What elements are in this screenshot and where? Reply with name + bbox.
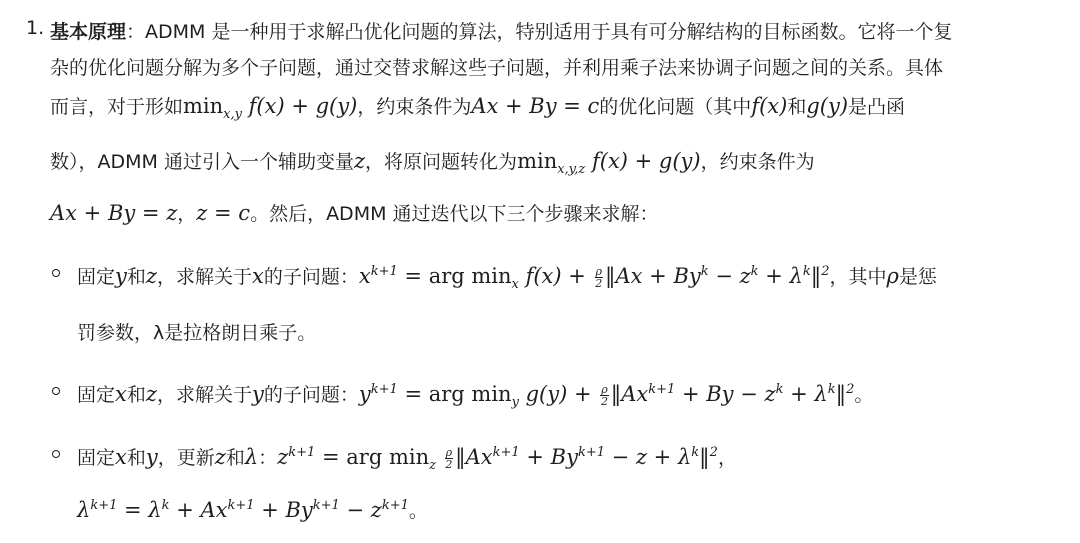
var-z: z (145, 264, 157, 288)
item-text: 固定 (77, 384, 116, 406)
item-text: 罚参数，λ是拉格朗日乘子。 (77, 322, 317, 344)
item-text: 和 (126, 447, 146, 469)
paragraph-text: ， (177, 203, 197, 225)
paragraph-text: 而言，对于形如 (50, 96, 184, 118)
formula-z-update: $z^{k+1}$ = arg $\min_z$ $\frac{\rho}{2}$ $‖Ax^{k+1} + By^{k+1} - z$ + $\lambda^k‖^2$ (277, 445, 718, 474)
list-number: 1. (26, 17, 45, 39)
intro-text: ：ADMM 是一种用于求解凸优化问题的算法，特别适用于具有可分解结构的目标函数。它将一个复 (126, 21, 953, 43)
item-text: 。 (408, 500, 428, 522)
paragraph-text: ，将原问题转化为 (365, 151, 518, 173)
item-text: ： (258, 447, 278, 469)
bullet-icon (52, 450, 60, 458)
item-text: ，求解关于 (156, 384, 252, 406)
paragraph-text: 和 (787, 96, 807, 118)
item-text: ，求解关于 (156, 266, 252, 288)
var-x: x (115, 445, 127, 469)
paragraph-text: 的优化问题（其中 (599, 96, 752, 118)
item-text: 的子问题： (263, 266, 359, 288)
item-text: ， (717, 447, 737, 469)
item-text: 固定 (77, 447, 116, 469)
formula-constraint-z: Ax + By = z (50, 201, 178, 225)
var-z: z (214, 445, 226, 469)
var-rho: ρ (886, 264, 899, 288)
formula-objective: $\min_{x,y} f(x) + g(y)$ (183, 94, 358, 123)
item-text: 。 (854, 384, 874, 406)
formula-g: g(y) (806, 94, 849, 118)
section-title: 基本原理 (50, 21, 127, 43)
paragraph-text: ，约束条件为 (357, 96, 472, 118)
bullet-icon (52, 269, 60, 277)
item-text: ，其中 (829, 266, 887, 288)
paragraph-text: 。然后，ADMM 通过迭代以下三个步骤来求解： (250, 203, 659, 225)
item-text: 和 (126, 384, 146, 406)
formula-constraint: Ax + By = c (471, 94, 600, 118)
item-text: 和 (126, 266, 146, 288)
formula-y-update: $y^{k+1}$ = arg $\min_y g(y)$ + $\frac{\rho}{2}$ $‖Ax^{k+1} + By - z^k$ + $\lambda^k‖^2$ (358, 382, 855, 411)
formula-z: z (353, 149, 366, 173)
item-text: 是惩 (898, 266, 937, 288)
formula-lambda-update: $\lambda^{k+1} = \lambda^k + Ax^{k+1} + By^{k+1} - z^{k+1}$ (77, 498, 409, 522)
formula-f: f(x) (751, 94, 788, 118)
var-lambda: λ (244, 445, 259, 469)
var-x: x (115, 382, 127, 406)
paragraph-text: 数），ADMM 通过引入一个辅助变量 (50, 151, 354, 173)
paragraph-text: 是凸函 (848, 96, 906, 118)
paragraph-text: 杂的优化问题分解为多个子问题，通过交替求解这些子问题，并利用乘子法来协调子问题之间的关系。具体 (50, 57, 944, 79)
item-text: 和 (225, 447, 245, 469)
formula-objective-z: $\min_{x,y,z} f(x) + g(y)$ (517, 149, 701, 178)
var-y: y (115, 264, 127, 288)
item-text: 的子问题： (263, 384, 359, 406)
bullet-icon (52, 387, 60, 395)
item-text: ，更新 (157, 447, 215, 469)
item-text: 固定 (77, 266, 116, 288)
formula-x-update: $x^{k+1}$ = arg $\min_x f(x)$ + $\frac{\rho}{2}$ ‖Ax + $By^k - z^k$ + $\lambda^k‖^2$ (358, 264, 830, 293)
paragraph-text: ，约束条件为 (700, 151, 815, 173)
var-y: y (145, 445, 158, 469)
var-z: z (145, 382, 157, 406)
var-x: x (252, 264, 264, 288)
var-y: y (251, 382, 264, 406)
formula-z-equals-c: z = c (196, 201, 251, 225)
